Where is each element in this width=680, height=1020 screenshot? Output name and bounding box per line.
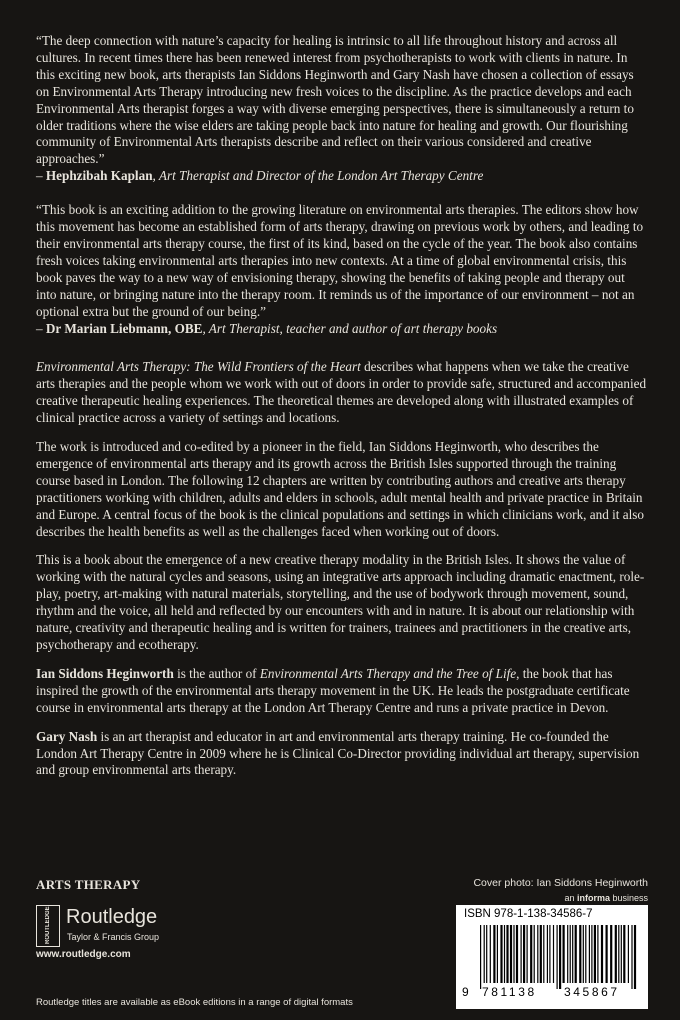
back-cover-text [36,33,648,779]
barcode-icon [466,925,642,989]
book-title: Environmental Arts Therapy: The Wild Frontiers of the Heart [36,359,361,375]
description-paragraph-2: The work is introduced and co-edited by a pioneer in the field, Ian Siddons Heginworth, who describes the emergence of environmental arts therapy and its growth across the British Isles supported through the training course based in London. The following 12 chapters are written by contributing authors and creative arts therapy practitioners working with children, adults and elders in schools, adult mental health and private practice in Britain and Europe. A central focus of the book is the clinical populations and settings in which clinicians work, and it also describes the health benefits as well as the challenges faced when working out of doors. [36,439,644,539]
endorser-role: , Art Therapist and Director of the London Art Therapy Centre [152,168,484,184]
endorser-name: Dr Marian Liebmann, OBE [45,320,203,336]
isbn-barcode-panel [456,905,648,1009]
endorser-role: , Art Therapist, teacher and author of art therapy books [202,320,498,336]
endorser-name: Hephzibah Kaplan [45,168,153,184]
publisher-group: Taylor & Francis Group [67,932,160,942]
informa-business-line: an informa business [564,893,648,903]
description-paragraph-1: Environmental Arts Therapy: The Wild Frontiers of the Heart describes what happens when we take the creative arts therapies and the people whom we work with out of doors in order to provide safe, structured and accompanied creative therapeutic healing experiences. The theoretical themes are developed along with illustrated examples of clinical practice across a variety of settings and locations. [36,359,647,426]
publisher-url: www.routledge.com [36,949,131,960]
barcode-digits-right: 345867 [564,985,620,999]
routledge-logo-mark-icon: ROUTLEDGE [36,905,60,947]
barcode-digits-left: 781138 [482,985,537,999]
cover-photo-credit: Cover photo: Ian Siddons Heginworth [473,877,648,889]
editor-bio-2: Gary Nash is an art therapist and educator in art and environmental arts therapy training. He co-founded the London Art Therapy Centre in 2009 where he is Clinical Co-Director providing individual art therapy, supervision and group environmental arts therapy. [36,728,640,778]
endorsement-quote-2: “This book is an exciting addition to the growing literature on environmental arts therapies. The editors show how this movement has become an established form of arts therapy, drawing on previous work by others, and leading to their environmental arts therapy course, the first of its kind, based on the cycle of the year. The book also contains fresh voices taking environmental arts therapies into new contexts. At a time of global environmental crisis, this book paves the way to a new way of envisioning therapy, showing the benefits of taking people and therapy out into nature, or bringing nature into the therapy room. It reminds us of the importance of our environment – not an optional extra but the ground of our being.” [36,202,644,319]
isbn-number: ISBN 978-1-138-34586-7 [464,908,593,920]
editor-bio-1: Ian Siddons Heginworth is the author of Environmental Arts Therapy and the Tree of Life, the book that has inspired the growth of the environmental arts therapy movement in the UK. He leads the postgraduate certificate course in environmental arts therapy at the London Art Therapy Centre and runs a private practice in Devon. [36,665,630,715]
endorsement-quote-1: “The deep connection with nature’s capacity for healing is intrinsic to all life throughout history and across all cultures. In recent times there has been renewed interest from psychotherapists to work with clients in nature. In this exciting new book, arts therapists Ian Siddons Heginworth and Gary Nash have chosen a collection of essays on Environmental Arts Therapy introducing new fresh voices to the discipline. As the practice develops and each Environmental Arts therapist forges a way with diverse emerging perspectives, there is simultaneously a return to older traditions where the wise elders are taking people back into nature for healing and growth. Our flourishing community of Environmental Arts therapists describe and reflect on their various considered and creative approaches.” [36,33,634,167]
description-paragraph-3: This is a book about the emergence of a new creative therapy modality in the British Isles. It shows the value of working with the natural cycles and seasons, using an integrative arts approach including dramatic enactment, role-play, poetry, art-making with natural materials, storytelling, and the use of bodywork through movement, sound, rhythm and the voice, all held and reflected by our encounters with and in nature. It is about our relationship with nature, creativity and therapeutic healing and is written for trainers, trainees and practitioners in the creative arts, psychotherapy and ecotherapy. [36,552,645,652]
ebook-availability-note: Routledge titles are available as eBook editions in a range of digital formats [36,997,353,1008]
publisher-name: Routledge [66,906,158,928]
subject-category: ARTS THERAPY [36,877,141,892]
publisher-block [36,877,160,960]
endorsement-attribution-2: – Dr Marian Liebmann, OBE, Art Therapist, teacher and author of art therapy books [36,320,498,336]
routledge-logo [36,905,196,949]
barcode-digit-lead: 9 [462,985,469,999]
endorsement-attribution-1: – Hephzibah Kaplan, Art Therapist and Director of the London Art Therapy Centre [36,168,484,184]
